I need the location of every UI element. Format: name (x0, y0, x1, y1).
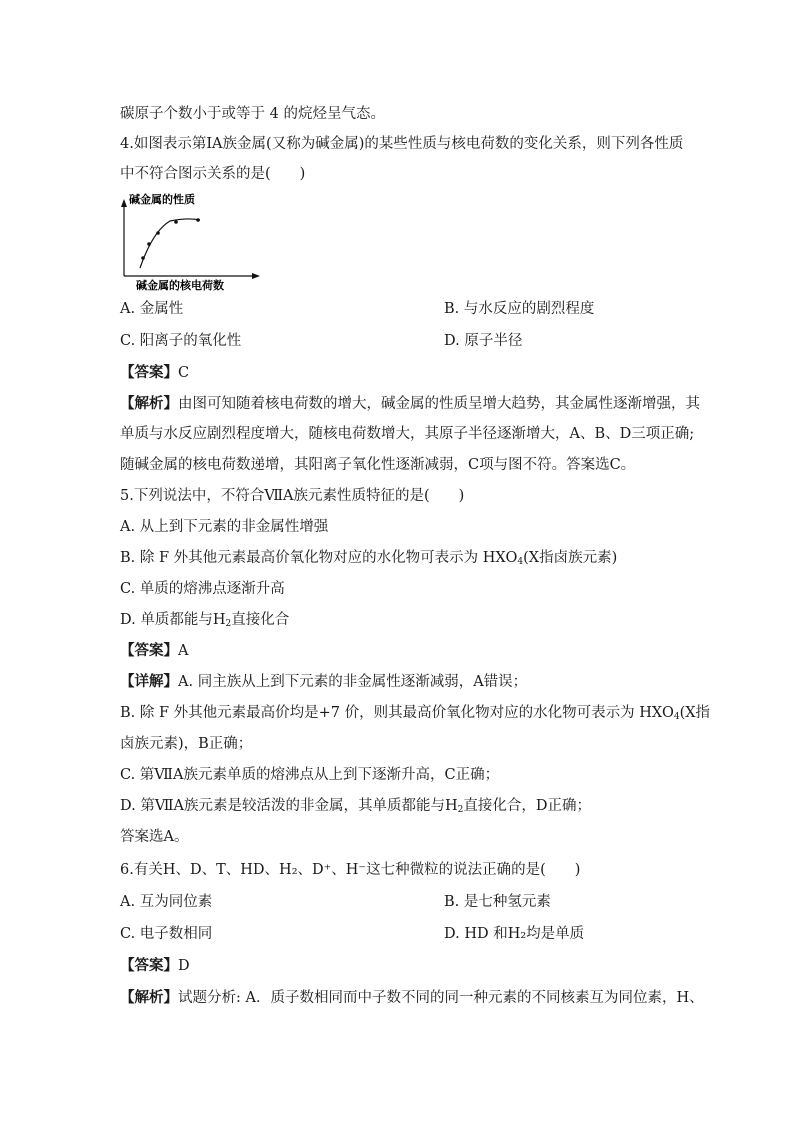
q5-detail-c: C. 第ⅦA族元素单质的熔沸点从上到下逐渐升高，C正确； (120, 767, 500, 783)
q6-option-a: A. 互为同位素 (120, 894, 213, 910)
question-5-stem: 5.下列说法中，不符合ⅦA族元素性质特征的是( ) (120, 488, 465, 504)
question-6-stem: 6.有关H、D、T、HD、H₂、D⁺、H⁻这七种微粒的说法正确的是( ) (120, 862, 581, 878)
q5-option-d (120, 610, 289, 634)
answer-tag: 【答案】 (120, 957, 178, 974)
explanation-text: 试题分析: A．质子数相同而中子数不同的同一种元素的不同核素互为同位素，H、 (178, 990, 704, 1006)
q4-option-b: B. 与水反应的剧烈程度 (444, 301, 595, 317)
answer-value: A (178, 643, 189, 659)
question-4-stem: 4.如图表示第ⅠA族金属(又称为碱金属)的某些性质与核电荷数的变化关系，则下列各性质 (120, 136, 684, 152)
answer-tag: 【答案】 (120, 642, 178, 659)
q5-detail-d (120, 796, 591, 820)
q4-explanation-cont: 随碱金属的核电荷数递增，其阳离子氧化性逐渐减弱，C项与图不符。答案选C。 (120, 457, 636, 473)
detail-text: A. 同主族从上到下元素的非金属性逐渐减弱，A错误； (178, 674, 528, 690)
question-4-stem-cont: 中不符合图示关系的是( ) (120, 166, 306, 182)
q4-answer (120, 363, 189, 383)
curve-point (156, 231, 160, 235)
q6-option-d: D. HD 和H₂均是单质 (444, 926, 585, 942)
detail-text: (X指 (679, 705, 711, 721)
q5-answer (120, 641, 188, 661)
q5-detail-b (120, 703, 710, 727)
q5-option-b (120, 548, 617, 572)
option-text: D. 单质都能与H (120, 612, 226, 628)
figure-x-label: 碱金属的核电荷数 (136, 279, 224, 292)
x-axis-arrow (252, 273, 260, 279)
property-curve-figure (118, 190, 268, 292)
q5-detail-b-cont: 卤族元素)，B正确； (120, 736, 253, 752)
q4-option-c: C. 阳离子的氧化性 (120, 333, 242, 349)
q6-answer (120, 956, 190, 976)
q5-conclusion: 答案选A。 (120, 829, 189, 845)
curve-point (147, 242, 151, 246)
detail-text: 直接化合，D正确； (463, 798, 592, 814)
q6-explanation (120, 988, 704, 1008)
detail-text: D. 第ⅦA族元素是较活泼的非金属，其单质都能与H (120, 798, 458, 814)
figure-y-label: 碱金属的性质 (129, 193, 195, 206)
q5-detail (120, 672, 527, 692)
text-line: 碳原子个数小于或等于 4 的烷烃呈气态。 (120, 106, 385, 122)
option-text: 直接化合 (231, 612, 290, 628)
subscript: 4 (517, 557, 524, 567)
answer-value: D (178, 958, 190, 974)
detail-text: B. 除 F 外其他元素最高价均是+7 价，则其最高价氧化物对应的水化物可表示为 HXO (120, 705, 674, 721)
option-text: B. 除 F 外其他元素最高价氧化物对应的水化物可表示为 HXO (120, 550, 518, 566)
y-axis-arrow (121, 199, 127, 207)
option-text: (X指卤族元素) (523, 550, 618, 566)
explanation-tag: 【解析】 (120, 395, 178, 412)
q4-option-a: A. 金属性 (120, 301, 184, 317)
answer-tag: 【答案】 (120, 364, 178, 381)
detail-tag: 【详解】 (120, 673, 178, 690)
q6-option-b: B. 是七种氢元素 (444, 894, 551, 910)
q4-explanation (120, 394, 700, 414)
curve-point (196, 218, 200, 222)
explanation-text: 由图可知随着核电荷数的增大，碱金属的性质呈增大趋势，其金属性逐渐增强，其 (178, 396, 700, 412)
subscript: 4 (673, 712, 680, 722)
explanation-tag: 【解析】 (120, 989, 178, 1006)
q4-option-d: D. 原子半径 (444, 333, 523, 349)
q5-option-a: A. 从上到下元素的非金属性增强 (120, 519, 329, 535)
q5-option-c: C. 单质的熔沸点逐渐升高 (120, 581, 285, 597)
subscript: 2 (457, 805, 464, 815)
answer-value: C (178, 365, 190, 381)
q4-explanation-cont: 单质与水反应剧烈程度增大，随核电荷数增大，其原子半径逐渐增大，A、B、D三项正确; (120, 426, 695, 442)
subscript: 2 (225, 619, 232, 629)
curve-point (174, 220, 178, 224)
q6-option-c: C. 电子数相同 (120, 926, 213, 942)
curve-point (141, 256, 145, 260)
